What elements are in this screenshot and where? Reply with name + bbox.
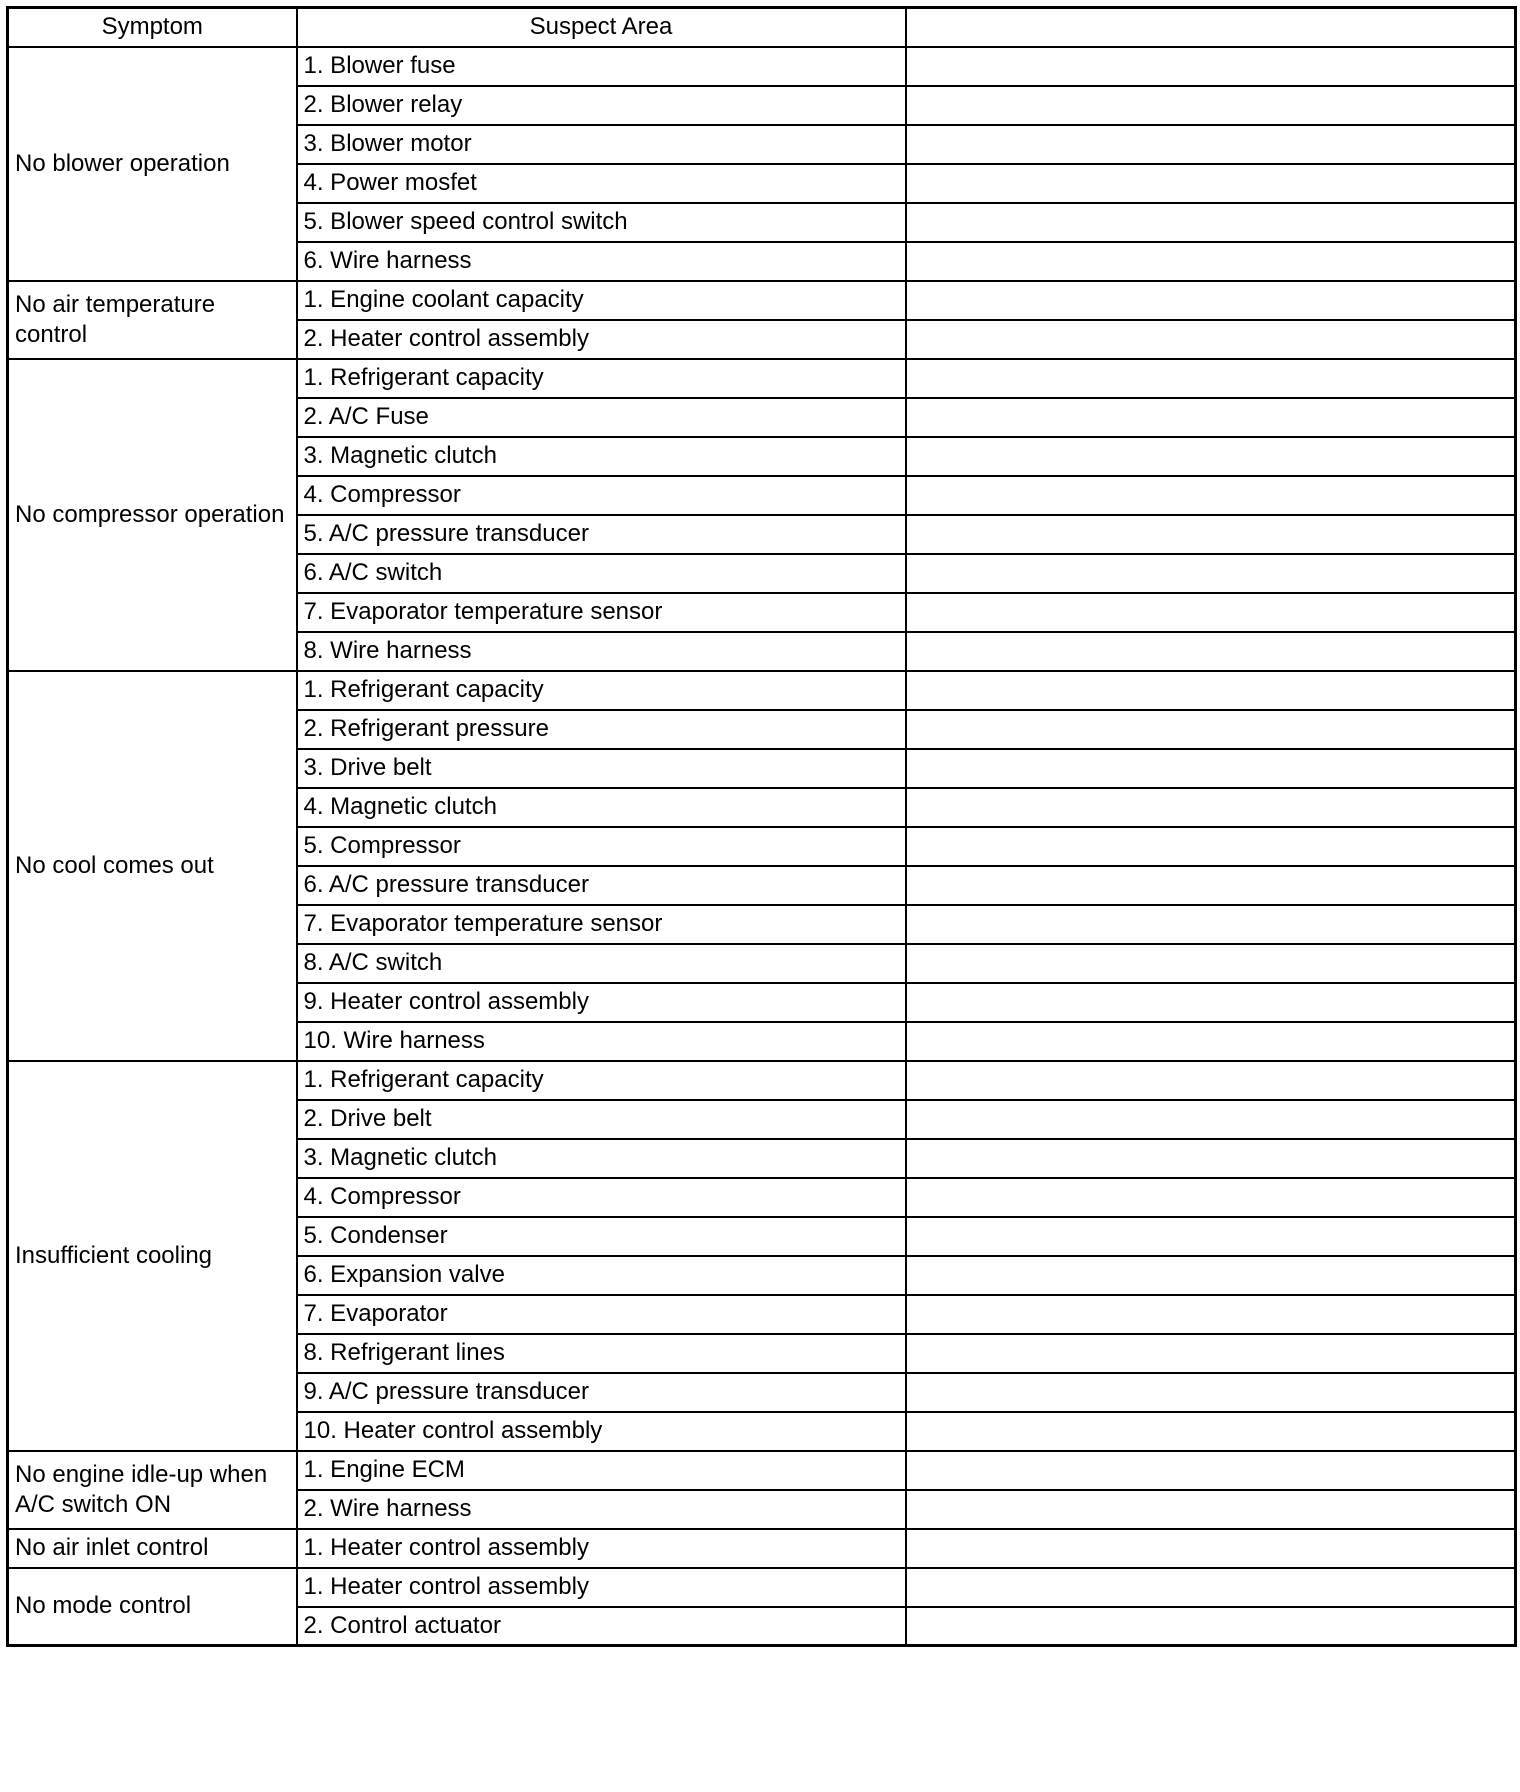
table-row <box>8 47 1516 86</box>
blank-cell <box>906 1334 1516 1373</box>
table-row <box>8 1529 1516 1568</box>
table-row <box>8 671 1516 710</box>
blank-cell <box>906 1295 1516 1334</box>
suspect-area-cell: 1. Engine ECM <box>297 1451 906 1490</box>
blank-cell <box>906 398 1516 437</box>
suspect-area-cell: 5. Blower speed control switch <box>297 203 906 242</box>
troubleshooting-table <box>6 6 1517 1647</box>
suspect-area-cell: 4. Compressor <box>297 1178 906 1217</box>
blank-cell <box>906 437 1516 476</box>
suspect-area-cell: 5. Condenser <box>297 1217 906 1256</box>
blank-cell <box>906 905 1516 944</box>
suspect-area-cell: 6. Wire harness <box>297 242 906 281</box>
suspect-area-cell: 1. Refrigerant capacity <box>297 1061 906 1100</box>
blank-cell <box>906 1100 1516 1139</box>
suspect-area-cell: 6. A/C pressure transducer <box>297 866 906 905</box>
blank-cell <box>906 281 1516 320</box>
blank-cell <box>906 593 1516 632</box>
suspect-area-cell: 2. Drive belt <box>297 1100 906 1139</box>
table-row <box>8 1061 1516 1100</box>
blank-cell <box>906 1373 1516 1412</box>
suspect-area-cell: 4. Compressor <box>297 476 906 515</box>
blank-cell <box>906 1256 1516 1295</box>
table-body <box>8 47 1516 1646</box>
symptom-cell: No air inlet control <box>8 1529 297 1568</box>
blank-cell <box>906 203 1516 242</box>
suspect-area-cell: 3. Magnetic clutch <box>297 1139 906 1178</box>
blank-cell <box>906 515 1516 554</box>
blank-cell <box>906 866 1516 905</box>
blank-cell <box>906 125 1516 164</box>
suspect-area-cell: 8. Refrigerant lines <box>297 1334 906 1373</box>
blank-cell <box>906 788 1516 827</box>
blank-cell <box>906 1607 1516 1646</box>
suspect-area-cell: 2. Refrigerant pressure <box>297 710 906 749</box>
suspect-area-cell: 1. Heater control assembly <box>297 1568 906 1607</box>
suspect-area-cell: 6. A/C switch <box>297 554 906 593</box>
blank-cell <box>906 320 1516 359</box>
suspect-area-cell: 2. Control actuator <box>297 1607 906 1646</box>
blank-cell <box>906 47 1516 86</box>
suspect-area-cell: 1. Blower fuse <box>297 47 906 86</box>
table-row <box>8 281 1516 320</box>
suspect-area-cell: 6. Expansion valve <box>297 1256 906 1295</box>
blank-cell <box>906 1139 1516 1178</box>
symptom-cell: No cool comes out <box>8 671 297 1061</box>
header-symptom: Symptom <box>8 8 297 47</box>
blank-cell <box>906 164 1516 203</box>
symptom-cell: No engine idle-up when A/C switch ON <box>8 1451 297 1529</box>
suspect-area-cell: 3. Drive belt <box>297 749 906 788</box>
suspect-area-cell: 3. Magnetic clutch <box>297 437 906 476</box>
blank-cell <box>906 749 1516 788</box>
blank-cell <box>906 827 1516 866</box>
suspect-area-cell: 9. Heater control assembly <box>297 983 906 1022</box>
blank-cell <box>906 632 1516 671</box>
blank-cell <box>906 710 1516 749</box>
table-row <box>8 1568 1516 1607</box>
symptom-cell: Insufficient cooling <box>8 1061 297 1451</box>
symptom-cell: No blower operation <box>8 47 297 281</box>
suspect-area-cell: 7. Evaporator temperature sensor <box>297 593 906 632</box>
suspect-area-cell: 10. Wire harness <box>297 1022 906 1061</box>
suspect-area-cell: 4. Power mosfet <box>297 164 906 203</box>
suspect-area-cell: 1. Engine coolant capacity <box>297 281 906 320</box>
suspect-area-cell: 2. Heater control assembly <box>297 320 906 359</box>
suspect-area-cell: 10. Heater control assembly <box>297 1412 906 1451</box>
blank-cell <box>906 1529 1516 1568</box>
blank-cell <box>906 1412 1516 1451</box>
suspect-area-cell: 2. A/C Fuse <box>297 398 906 437</box>
header-suspect-area: Suspect Area <box>297 8 906 47</box>
blank-cell <box>906 1178 1516 1217</box>
suspect-area-cell: 7. Evaporator temperature sensor <box>297 905 906 944</box>
suspect-area-cell: 2. Blower relay <box>297 86 906 125</box>
symptom-cell: No air temperature control <box>8 281 297 359</box>
suspect-area-cell: 5. A/C pressure transducer <box>297 515 906 554</box>
suspect-area-cell: 5. Compressor <box>297 827 906 866</box>
symptom-cell: No mode control <box>8 1568 297 1646</box>
blank-cell <box>906 476 1516 515</box>
blank-cell <box>906 86 1516 125</box>
blank-cell <box>906 1022 1516 1061</box>
suspect-area-cell: 2. Wire harness <box>297 1490 906 1529</box>
suspect-area-cell: 1. Heater control assembly <box>297 1529 906 1568</box>
blank-cell <box>906 671 1516 710</box>
suspect-area-cell: 1. Refrigerant capacity <box>297 671 906 710</box>
suspect-area-cell: 4. Magnetic clutch <box>297 788 906 827</box>
blank-cell <box>906 983 1516 1022</box>
suspect-area-cell: 1. Refrigerant capacity <box>297 359 906 398</box>
table-row <box>8 359 1516 398</box>
suspect-area-cell: 9. A/C pressure transducer <box>297 1373 906 1412</box>
header-blank <box>906 8 1516 47</box>
table-header <box>8 8 1516 47</box>
suspect-area-cell: 3. Blower motor <box>297 125 906 164</box>
suspect-area-cell: 8. Wire harness <box>297 632 906 671</box>
blank-cell <box>906 1451 1516 1490</box>
table-row <box>8 1451 1516 1490</box>
blank-cell <box>906 359 1516 398</box>
blank-cell <box>906 1490 1516 1529</box>
blank-cell <box>906 1061 1516 1100</box>
blank-cell <box>906 1568 1516 1607</box>
suspect-area-cell: 8. A/C switch <box>297 944 906 983</box>
header-row <box>8 8 1516 47</box>
symptom-cell: No compressor operation <box>8 359 297 671</box>
suspect-area-cell: 7. Evaporator <box>297 1295 906 1334</box>
blank-cell <box>906 554 1516 593</box>
blank-cell <box>906 242 1516 281</box>
blank-cell <box>906 944 1516 983</box>
blank-cell <box>906 1217 1516 1256</box>
